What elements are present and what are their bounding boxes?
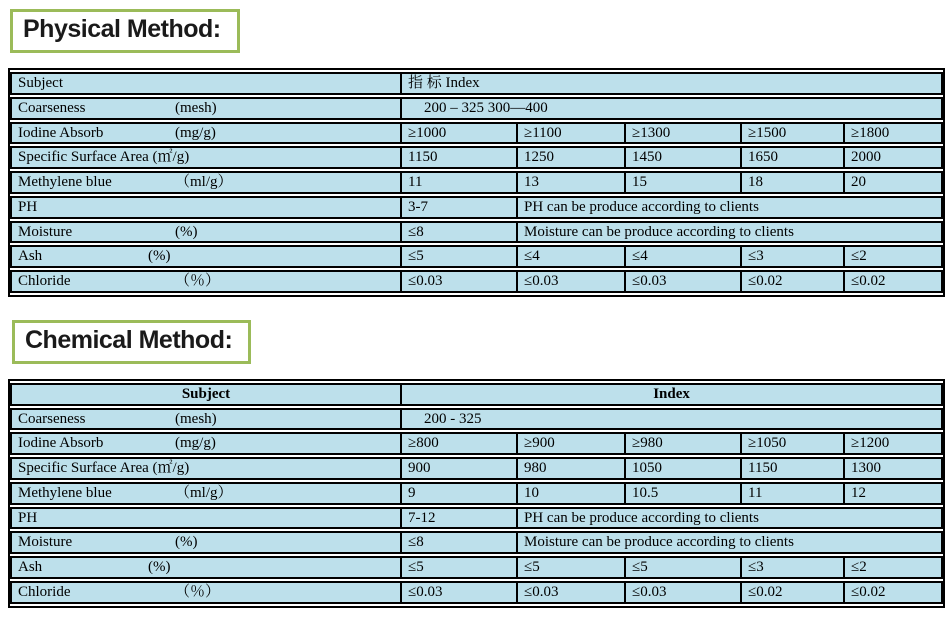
table-row-specific-surface-area — [10, 146, 943, 169]
row-unit: (%) — [148, 559, 171, 575]
row-label: Iodine Absorb — [18, 124, 104, 141]
coarseness-value-cell: 200 - 325 — [402, 408, 943, 431]
header-index-cell: 指 标 Index — [402, 72, 943, 95]
table-row-ash — [10, 556, 943, 579]
iodine-value-cell: ≥1800 — [845, 122, 943, 145]
table-row-moisture — [10, 221, 943, 244]
iodine-value-cell: ≥1200 — [845, 432, 943, 455]
row-unit: (%) — [148, 248, 171, 265]
row-label: PH — [18, 198, 38, 215]
row-label: PH — [18, 509, 38, 526]
chemical-method-title — [12, 320, 251, 364]
ash-value-cell: ≤5 — [626, 556, 742, 579]
ssa-value-cell: 1150 — [402, 146, 518, 169]
row-label: Moisture — [18, 534, 73, 551]
ash-value-cell: ≤5 — [518, 556, 626, 579]
row-unit: (mg/g) — [175, 124, 216, 141]
ssa-value-cell: 900 — [402, 457, 518, 480]
row-unit: (mesh) — [175, 410, 217, 427]
table-row-chloride — [10, 270, 943, 293]
row-label: Chloride — [18, 583, 71, 600]
row-unit: (%) — [175, 534, 198, 551]
header-subject-cell: Subject — [10, 72, 402, 95]
methylene-value-cell: 20 — [845, 171, 943, 194]
chloride-value-cell: ≤0.03 — [626, 270, 742, 293]
chloride-label-cell — [10, 581, 402, 604]
chloride-value-cell: ≤0.02 — [845, 270, 943, 293]
ph-note-cell: PH can be produce according to clients — [518, 196, 943, 219]
table-row-methylene-blue — [10, 482, 943, 505]
ash-value-cell: ≤5 — [402, 556, 518, 579]
table-row-methylene-blue — [10, 171, 943, 194]
ph-note-cell: PH can be produce according to clients — [518, 507, 943, 530]
chloride-value-cell: ≤0.03 — [402, 581, 518, 604]
methylene-value-cell: 15 — [626, 171, 742, 194]
ssa-value-cell: 1300 — [845, 457, 943, 480]
ash-label-cell — [10, 556, 402, 579]
row-label: Specific Surface Area — [18, 149, 149, 166]
iodine-label-cell — [10, 432, 402, 455]
coarseness-label-cell — [10, 97, 402, 120]
ash-value-cell: ≤2 — [845, 245, 943, 268]
ssa-label-cell — [10, 457, 402, 480]
moisture-note-cell: Moisture can be produce according to clients — [518, 221, 943, 244]
iodine-label-cell — [10, 122, 402, 145]
methylene-value-cell: 9 — [402, 482, 518, 505]
ash-value-cell: ≤3 — [742, 556, 845, 579]
iodine-value-cell: ≥1050 — [742, 432, 845, 455]
chloride-value-cell: ≤0.02 — [742, 270, 845, 293]
methylene-value-cell: 10.5 — [626, 482, 742, 505]
methylene-label-cell — [10, 171, 402, 194]
methylene-value-cell: 11 — [402, 171, 518, 194]
chemical-method-table — [8, 379, 945, 608]
table-row-header — [10, 72, 943, 95]
row-label: Chloride — [18, 273, 71, 289]
ash-value-cell: ≤2 — [845, 556, 943, 579]
ph-value-cell: 7-12 — [402, 507, 518, 530]
table-row-ash — [10, 245, 943, 268]
row-unit: (㎡/g) — [152, 460, 190, 476]
chloride-value-cell: ≤0.03 — [402, 270, 518, 293]
methylene-label-cell — [10, 482, 402, 505]
chemical-method-title-text: Chemical Method: — [25, 325, 233, 354]
table-row-header — [10, 383, 943, 406]
row-unit: (㎡/g) — [152, 149, 190, 166]
ash-value-cell: ≤4 — [518, 245, 626, 268]
table-row-moisture — [10, 531, 943, 554]
row-unit: （ml/g） — [175, 484, 233, 501]
physical-method-table — [8, 68, 945, 297]
table-row-ph — [10, 196, 943, 219]
row-unit: (mesh) — [175, 99, 217, 116]
methylene-value-cell: 12 — [845, 482, 943, 505]
ph-value-cell: 3-7 — [402, 196, 518, 219]
row-label: Moisture — [18, 223, 73, 240]
methylene-value-cell: 11 — [742, 482, 845, 505]
ssa-value-cell: 1250 — [518, 146, 626, 169]
ssa-value-cell: 980 — [518, 457, 626, 480]
methylene-value-cell: 10 — [518, 482, 626, 505]
row-label: Methylene blue — [18, 484, 112, 501]
ph-label-cell — [10, 196, 402, 219]
ssa-value-cell: 2000 — [845, 146, 943, 169]
chloride-label-cell — [10, 270, 402, 293]
chloride-value-cell: ≤0.02 — [845, 581, 943, 604]
chloride-value-cell: ≤0.03 — [626, 581, 742, 604]
iodine-value-cell: ≥1000 — [402, 122, 518, 145]
methylene-value-cell: 18 — [742, 171, 845, 194]
row-label: Iodine Absorb — [18, 435, 104, 452]
table-row-specific-surface-area — [10, 457, 943, 480]
chloride-value-cell: ≤0.03 — [518, 270, 626, 293]
table-row-iodine-absorb — [10, 432, 943, 455]
chloride-value-cell: ≤0.03 — [518, 581, 626, 604]
iodine-value-cell: ≥1300 — [626, 122, 742, 145]
moisture-label-cell — [10, 531, 402, 554]
header-index-cell: Index — [402, 383, 943, 406]
row-unit: (mg/g) — [175, 435, 216, 452]
coarseness-label-cell — [10, 408, 402, 431]
row-label: Ash — [18, 248, 43, 265]
row-unit: （％） — [175, 273, 221, 289]
table-row-iodine-absorb — [10, 122, 943, 145]
ph-label-cell — [10, 507, 402, 530]
iodine-value-cell: ≥1100 — [518, 122, 626, 145]
row-label: Coarseness — [18, 410, 86, 427]
moisture-value-cell: ≤8 — [402, 221, 518, 244]
table-row-ph — [10, 507, 943, 530]
physical-method-title — [10, 9, 240, 53]
ash-label-cell — [10, 245, 402, 268]
ssa-value-cell: 1150 — [742, 457, 845, 480]
row-label: Specific Surface Area — [18, 460, 149, 476]
moisture-value-cell: ≤8 — [402, 531, 518, 554]
moisture-note-cell: Moisture can be produce according to clients — [518, 531, 943, 554]
row-label: Ash — [18, 559, 43, 575]
table-row-chloride — [10, 581, 943, 604]
ssa-value-cell: 1450 — [626, 146, 742, 169]
methylene-value-cell: 13 — [518, 171, 626, 194]
chemical-method-section — [0, 297, 949, 608]
iodine-value-cell: ≥800 — [402, 432, 518, 455]
ssa-value-cell: 1050 — [626, 457, 742, 480]
row-label: Methylene blue — [18, 174, 112, 190]
ash-value-cell: ≤4 — [626, 245, 742, 268]
row-unit: （％） — [175, 583, 221, 600]
row-unit: （ml/g） — [175, 174, 233, 190]
ash-value-cell: ≤5 — [402, 245, 518, 268]
iodine-value-cell: ≥900 — [518, 432, 626, 455]
physical-method-section — [0, 0, 949, 297]
table-row-coarseness — [10, 408, 943, 431]
header-subject-cell: Subject — [10, 383, 402, 406]
moisture-label-cell — [10, 221, 402, 244]
table-row-coarseness — [10, 97, 943, 120]
ssa-label-cell — [10, 146, 402, 169]
ash-value-cell: ≤3 — [742, 245, 845, 268]
iodine-value-cell: ≥980 — [626, 432, 742, 455]
ssa-value-cell: 1650 — [742, 146, 845, 169]
row-unit: (%) — [175, 223, 198, 240]
coarseness-value-cell: 200 – 325 300—400 — [402, 97, 943, 120]
physical-method-title-text: Physical Method: — [23, 15, 221, 43]
row-label: Coarseness — [18, 99, 86, 116]
iodine-value-cell: ≥1500 — [742, 122, 845, 145]
chloride-value-cell: ≤0.02 — [742, 581, 845, 604]
